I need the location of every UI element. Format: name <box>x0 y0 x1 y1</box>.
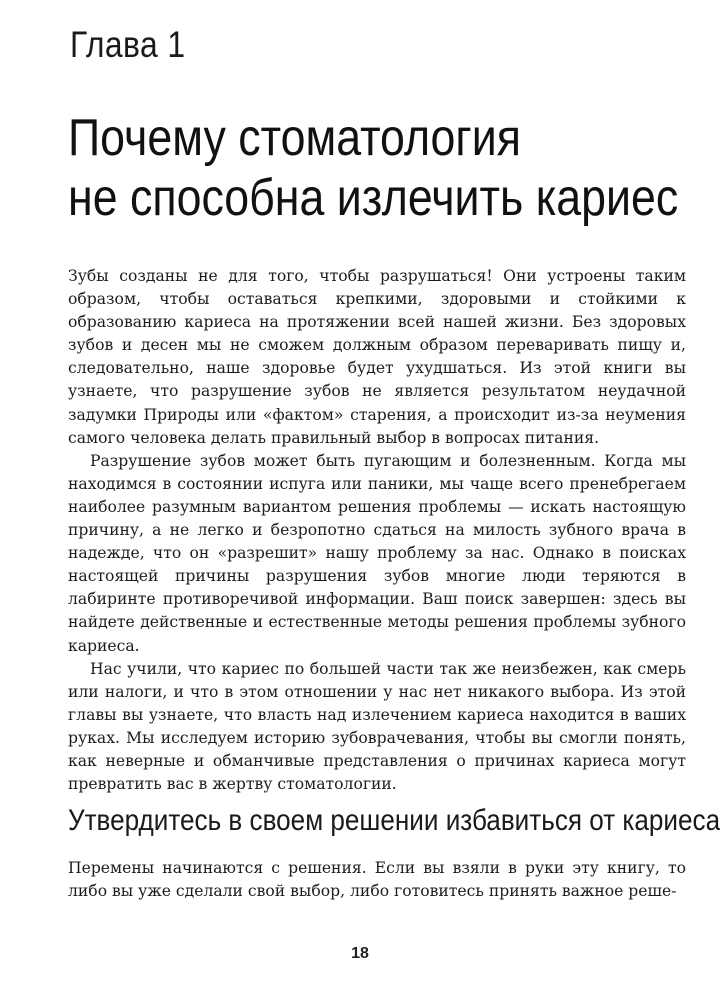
intro-text <box>68 265 686 796</box>
page-number: 18 <box>351 945 369 962</box>
paragraph: Разрушение зубов может быть пугающим и болезненным. Когда мы находимся в состоянии испуга или паники, мы чаще всего пренебрегаем наиболее разумным вариантом решения проблемы — искать настоящую причину, а не легко и безропотно сдаться на милость зубного врача в надежде, что он «разрешит» нашу проблему за нас. Однако в поисках настоящей причины разрушения зубов многие люди теряются в лабиринте противоречивой информации. Ваш поиск завершен: здесь вы найдете действенные и естественные методы решения проблемы зубного кариеса. <box>68 451 686 655</box>
paragraph: Перемены начинаются с решения. Если вы взяли в руки эту книгу, то либо вы уже сделали свой выбор, либо готовитесь принять важное реше- <box>68 859 686 901</box>
chapter-label: Глава 1 <box>70 24 186 65</box>
chapter-title-line-2: не способна излечить кариес <box>68 169 679 227</box>
paragraph: Зубы созданы не для того, чтобы разрушаться! Они устроены таким образом, чтобы оставаться крепкими, здоровыми и стойкими к образованию кариеса на протяжении всей нашей жизни. Без здоровых зубов и десен мы не сможем должным образом переваривать пищу и, следовательно, наше здоровье будет ухудшаться. Из этой книги вы узнаете, что разрушение зубов не является результатом неудачной задумки Природы или «фактом» старения, а происходит из-за неумения самого человека делать правильный выбор в вопросах питания. <box>68 267 686 447</box>
paragraph: Нас учили, что кариес по большей части так же неизбежен, как смерь или налоги, и что в этом отношении у нас нет никакого выбора. Из этой главы вы узнаете, что власть над излечением кариеса находится в ваших руках. Мы исследуем историю зубоврачевания, чтобы вы смогли понять, как неверные и обманчивые представления о причинах кариеса могут превратить вас в жертву стоматологии. <box>68 659 686 794</box>
section-text <box>68 857 686 903</box>
section-heading: Утвердитесь в своем решении избавиться от кариеса <box>68 804 720 837</box>
chapter-title <box>68 108 679 228</box>
chapter-title-line-1: Почему стоматология <box>68 109 521 167</box>
